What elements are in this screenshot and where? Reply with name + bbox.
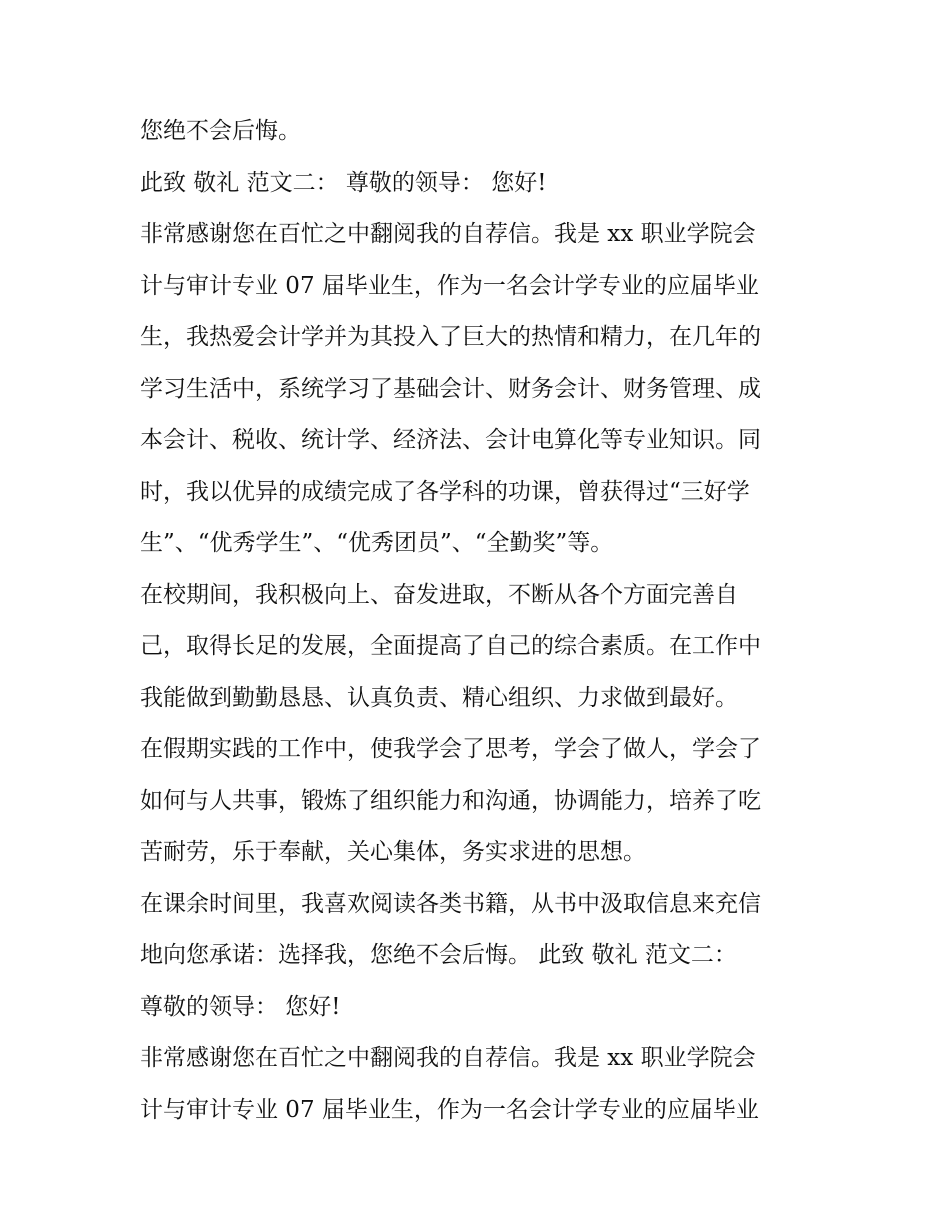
text-line: 我能做到勤勤恳恳、认真负责、精心组织、力求做到最好。 — [140, 684, 738, 711]
text-line: 尊敬的领导： 您好! — [140, 993, 341, 1020]
text-line: 己，取得长足的发展，全面提高了自己的综合素质。在工作中 — [140, 633, 761, 659]
text-line: 如何与人共事，锻炼了组织能力和沟通，协调能力，培养了吃 — [140, 787, 761, 814]
text-line: 您绝不会后悔。 — [140, 118, 301, 144]
text-line: 非常感谢您在百忙之中翻阅我的自荐信。我是 xx 职业学院会 — [140, 221, 756, 247]
text-line: 在假期实践的工作中，使我学会了思考，学会了做人，学会了 — [140, 736, 761, 762]
text-line: 计与审计专业 07 届毕业生，作为一名会计学专业的应届毕业 — [140, 272, 759, 299]
text-line: 此致 敬礼 范文二： 尊敬的领导： 您好! — [140, 169, 547, 196]
text-line: 地向您承诺：选择我，您绝不会后悔。 此致 敬礼 范文二： — [140, 942, 737, 968]
text-line: 苦耐劳，乐于奉献，关心集体，务实求进的思想。 — [140, 839, 646, 865]
text-line: 计与审计专业 07 届毕业生，作为一名会计学专业的应届毕业 — [140, 1096, 759, 1123]
text-line: 非常感谢您在百忙之中翻阅我的自荐信。我是 xx 职业学院会 — [140, 1045, 756, 1071]
text-line: 生，我热爱会计学并为其投入了巨大的热情和精力，在几年的 — [140, 324, 761, 350]
text-line: 本会计、税收、统计学、经济法、会计电算化等专业知识。同 — [140, 427, 761, 453]
text-line: 生”、“优秀学生”、“优秀团员”、“全勤奖”等。 — [140, 530, 614, 556]
text-line: 学习生活中，系统学习了基础会计、财务会计、财务管理、成 — [140, 375, 761, 402]
text-line: 时，我以优异的成绩完成了各学科的功课，曾获得过“三好学 — [140, 478, 750, 505]
text-line: 在校期间，我积极向上、奋发进取，不断从各个方面完善自 — [140, 581, 738, 608]
letter-body — [140, 106, 820, 1136]
text-line: 在课余时间里，我喜欢阅读各类书籍，从书中汲取信息来充信 — [140, 890, 761, 917]
